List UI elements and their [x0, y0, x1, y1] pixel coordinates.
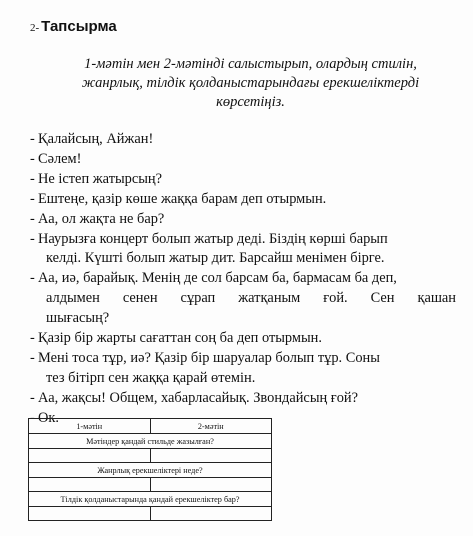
dialogue-line-text: Не істеп жатырсың? [38, 170, 162, 187]
answer-cell[interactable] [29, 507, 151, 521]
dialogue-line-continued [30, 289, 456, 309]
dialogue-dash: - [30, 349, 35, 366]
dialogue-line-continued [30, 249, 456, 269]
dialogue-dash: - [30, 190, 35, 207]
dialogue-line-text: Мені тоса тұр, иә? Қазір бір шаруалар болып тұр. Соны [38, 349, 380, 366]
column-header-text-1: 1-мәтін [29, 419, 151, 434]
question-row [29, 434, 272, 449]
answer-cell[interactable] [150, 507, 272, 521]
answer-cell[interactable] [29, 478, 151, 492]
dialogue-line-text: Қалайсың, Айжан! [38, 131, 154, 147]
dialogue-line-text: Аа, ол жақта не бар? [38, 210, 165, 227]
answer-cell[interactable] [29, 449, 151, 463]
task-number: 2- [30, 22, 40, 34]
dialogue-line [30, 329, 456, 349]
dialogue-line-text: Ок. [38, 409, 59, 426]
dialogue-line-text: Сәлем! [38, 150, 82, 167]
dialogue-dash: - [30, 131, 35, 147]
dialogue-line [30, 130, 456, 150]
answer-row [29, 478, 272, 492]
dialogue-line-continued [30, 309, 456, 329]
question-row [29, 463, 272, 478]
dialogue-line-text: Аа, иә, барайық. Менің де сол барсам ба, бармасам ба деп, [38, 270, 397, 287]
dialogue-line [30, 389, 456, 409]
dialogue-line-text: Қазір бір жарты сағаттан соң ба деп отырмын. [38, 330, 322, 347]
answer-cell[interactable] [150, 449, 272, 463]
dialogue-line [30, 190, 456, 210]
question-row [29, 492, 272, 507]
task-heading [30, 18, 117, 35]
dialogue-dash: - [30, 389, 35, 406]
dialogue-dash: - [30, 270, 35, 287]
answer-row [29, 449, 272, 463]
dialogue-line [30, 230, 456, 250]
question-language: Тілдік қолданыстарында қандай ерекшеліктер бар? [29, 492, 272, 507]
question-style: Мәтіндер қандай стильде жазылған? [29, 434, 272, 449]
dialogue-line-text: тез бітірп сен жаққа қарай өтемін. [46, 369, 256, 386]
dialogue-line [30, 170, 456, 190]
answer-cell[interactable] [150, 478, 272, 492]
dialogue-line [30, 269, 456, 289]
dialogue-dash: - [30, 330, 35, 347]
dialogue-line-text: Ештеңе, қазір көше жаққа барам деп отырмын. [38, 190, 327, 207]
task-instruction: 1-мәтін мен 2-мәтінді салыстырып, олардың стилін, жанрлық, тілдік қолданыстарындағы ерекшеліктерді көрсетіңіз. [81, 56, 420, 110]
answer-row [29, 507, 272, 521]
question-genre: Жанрлық ерекшеліктері неде? [29, 463, 272, 478]
table-header-row [29, 419, 272, 434]
dialogue-line-text: келді. Күшті болып жатыр дит. Барсайш менімен бірге. [46, 250, 385, 267]
dialogue-dash: - [30, 230, 35, 247]
task-title: Тапсырма [41, 18, 117, 35]
dialogue-line-text: шығасың? [46, 310, 110, 327]
dialogue-dash: - [30, 150, 35, 167]
dialogue-dash: - [30, 210, 35, 227]
dialogue-dash: - [30, 170, 35, 187]
dialogue-line-text: Наурызға концерт болып жатыр деді. Біздің көрші барып [38, 230, 388, 247]
dialogue-line [30, 150, 456, 170]
dialogue-line [30, 210, 456, 230]
dialogue-text [30, 130, 456, 429]
dialogue-line-text: Аа, жақсы! Общем, хабарласайық. Звондайсың ғой? [38, 389, 358, 406]
comparison-table [28, 418, 272, 521]
dialogue-dash: - [30, 409, 35, 426]
dialogue-line [30, 349, 456, 369]
dialogue-line-continued [30, 369, 456, 389]
column-header-text-2: 2-мәтін [150, 419, 272, 434]
dialogue-line-text: алдымен сенен сұрап жатқаным ғой. Сен қашан [46, 290, 456, 307]
